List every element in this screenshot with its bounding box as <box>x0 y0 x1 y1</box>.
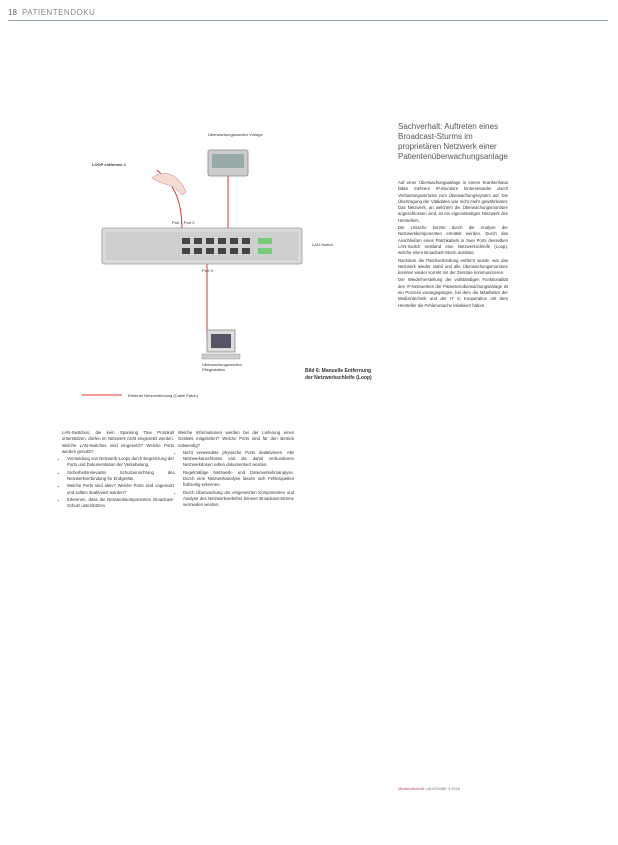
page-number: 18 <box>8 8 17 17</box>
figure-caption: Bild 6: Manuelle Entfernung der Netzwerkschleife (Loop) <box>305 368 372 381</box>
section-label: PATIENTENDOKU <box>22 8 96 17</box>
paragraph: Die Ursache konnte durch die Analyse der Netzwerkkomponenten ermittelt werden. Durch das Anschließen eines Patchkabels in zwei Ports desselben LAN-Switch entstand eine Netzwerkschleife (Loop), welche einen Broadcast-Sturm auslöste. <box>398 225 508 256</box>
page-header <box>0 0 618 20</box>
left-column-text <box>62 430 174 511</box>
page-footer <box>398 786 538 791</box>
label-ports: Port 1 Port 2 <box>172 220 195 225</box>
right-column-text <box>398 180 508 310</box>
label-legend: Ethernet Netzverbindung (Cable Patch) <box>128 393 198 398</box>
list-item: • Vermeidung von Netzwerk-Loops durch Begrenzung der Ports und Dokumentation der Verkabelung. <box>67 456 174 469</box>
hand-icon <box>152 173 186 195</box>
paragraph: Auf einer Überwachungsanlage in einem Krankenhaus fallen mehrere IP-Monitore hintereinander durch Verbindungsverluste zum Überwachungssystem auf. Die Übertragung der Vitaldaten war nicht mehr gewährleistet. Das Netzwerk, an welchem die Überwachungsmonitore angeschlossen sind, ist ein eigenständiges Netzwerk des Herstellers. <box>398 180 508 223</box>
middle-column-text <box>178 430 294 510</box>
paragraph: Der Wiederherstellung der vollständigen Funktionalität des IT-Netzwerkes der Patientenüberwachungsanlage ist ein Prozess vorangegangen, bei dem die Mitarbeiter der Medizintechnik und der IT in Kooperation mit dem Hersteller die Fehlerursache lokalisiert haben. <box>398 277 508 308</box>
paragraph: Nachdem die Patchverbindung entfernt wurde, war das Netzwerk wieder stabil und alle Überwachungsmonitore konnten wieder korrekt mit der Zentrale kommunizieren. <box>398 257 508 276</box>
list-item: • Erkennen, dass die Netzwerkkomponenten Broadcast-Schutz unterstützen. <box>67 497 174 510</box>
network-figure <box>62 110 352 410</box>
list-item: • Sicherheitsrelevante Schutzeinrichtung der Netzwerkverbindung für Endgeräte. <box>67 470 174 483</box>
label-monitor-bottom: Überwachungsmonitor Pflegestation <box>202 362 243 372</box>
paragraph: LAN-Switches, die kein Spanning Tree Protokoll unterstützen, dürfen im Netzwerk nicht eingesetzt werden. Welche LAN-Switches sind eingesetzt? Welche Ports werden genutzt? <box>62 430 174 454</box>
paragraph: Welche Informationen werden bei der Lieferung eines Gerätes mitgeliefert? Welche Ports sind für den Betrieb notwendig? <box>178 430 294 448</box>
list-item: • Welche Ports sind aktiv? Welche Ports sind ungenutzt und sollten deaktiviert werden? <box>67 483 174 496</box>
list-item: • Durch Überwachung der eingesetzten Komponenten und Analyse des Netzwerkverkehrs können Broadcast-Stürme vermieden werden. <box>183 490 294 509</box>
list-item: • Nicht verwendete physische Ports deaktivieren. Alle Netzwerkanschlüsse und die damit verbundenen Netzwerkdosen sollen dokumentiert werden. <box>183 450 294 469</box>
label-monitor-top: Überwachungsmonitor Vorlage <box>208 132 263 137</box>
label-lan-switch: LAN-Switch <box>312 242 333 247</box>
footer-brand: Medizintechnik <box>398 786 425 791</box>
footer-issue: | AUSGABE 4 2016 <box>425 786 461 791</box>
switch-face <box>106 232 298 260</box>
label-port-n: Port 3 <box>202 268 213 273</box>
list-item: • Regelmäßige Netzwerk- und Datenverkehrsanalyse. Durch eine Netzwerkanalyse lassen sich Fehlerquellen frühzeitig erkennen. <box>183 470 294 489</box>
article-title: Sachverhalt: Auftreten eines Broadcast-Sturms im proprietären Netzwerk einer Patientenüberwachungsanlage <box>398 122 508 161</box>
header-rule <box>8 20 608 21</box>
bottom-monitor-screen <box>211 334 231 348</box>
label-loop: LOOP entfernen 1 <box>92 162 126 167</box>
bullet-list <box>62 456 174 509</box>
top-monitor-screen <box>212 154 244 168</box>
bullet-list <box>178 450 294 509</box>
keyboard-icon <box>202 354 240 359</box>
